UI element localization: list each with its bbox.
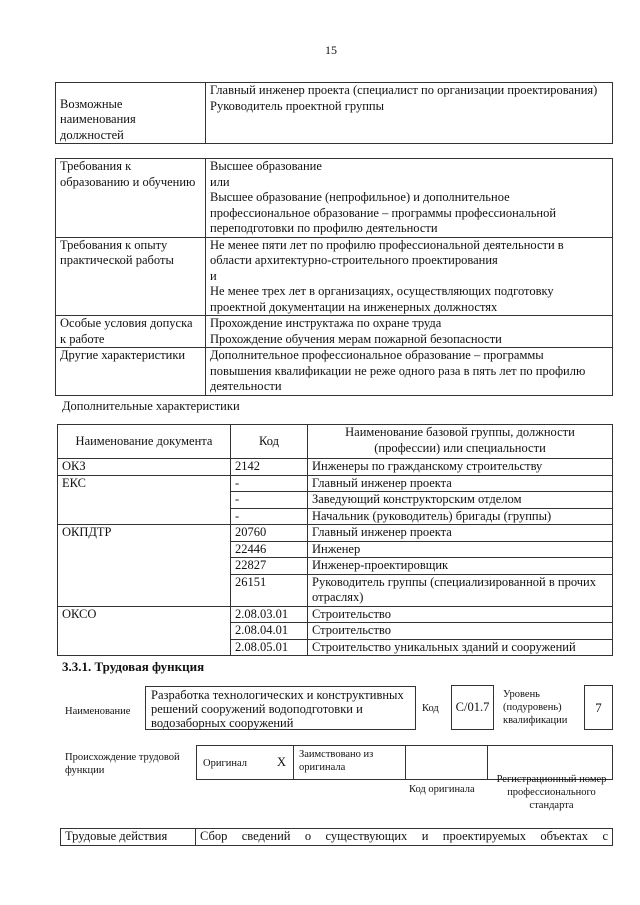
name-cell: Инженер-проектировщик	[308, 558, 613, 575]
position-value: Руководитель проектной группы	[210, 98, 384, 113]
original-code-cell	[405, 745, 488, 780]
requirement-row	[56, 316, 613, 348]
name-cell: Строительство	[308, 606, 613, 623]
requirement-line: Высшее образование (непрофильное) и дополнительное профессиональное образование – программы профессиональной переподготовки по профилю деятельности	[210, 190, 557, 235]
level-label: Уровень (подуровень) квалификации	[503, 689, 568, 726]
header-document: Наименование документа	[58, 425, 231, 459]
code-cell: 2.08.05.01	[231, 639, 308, 656]
code-cell: 2.08.04.01	[231, 623, 308, 640]
borrowed-cell: Заимствовано из оригинала	[293, 745, 406, 780]
requirement-line: Не менее пяти лет по профилю профессиональной деятельности в области архитектурно-строительного проектирования	[210, 237, 564, 267]
name-cell: Заведующий конструкторским отделом	[308, 492, 613, 509]
document-cell: ОКЗ	[58, 459, 231, 476]
header-name: Наименование базовой группы, должности (профессии) или специальности	[308, 425, 613, 459]
requirement-label: Особые условия допуска к работе	[56, 316, 206, 348]
positions-label: Возможные наименования должностей	[56, 83, 206, 144]
position-value: Главный инженер проекта (специалист по организации проектирования)	[210, 83, 598, 97]
positions-table	[55, 82, 613, 144]
original-cell[interactable]	[196, 745, 294, 780]
original-code-label: Код оригинала	[409, 784, 475, 795]
name-cell: Начальник (руководитель) бригады (группы)	[308, 508, 613, 525]
requirement-row	[56, 159, 613, 238]
name-cell: Инженер	[308, 541, 613, 558]
table-row	[58, 606, 613, 623]
function-code-box: C/01.7	[451, 685, 494, 730]
function-name-box: Разработка технологических и конструктивных решений сооружений водоподготовки и водозаборных сооружений	[145, 686, 416, 730]
requirement-row	[56, 348, 613, 396]
code-cell: 26151	[231, 574, 308, 606]
code-cell: 20760	[231, 525, 308, 542]
actions-value: Сбор сведений о существующих и проектируемых объектах с	[196, 829, 613, 846]
name-cell: Руководитель группы (специализированной в прочих отраслях)	[308, 574, 613, 606]
code-cell: -	[231, 508, 308, 525]
name-cell: Главный инженер проекта	[308, 475, 613, 492]
code-label: Код	[422, 703, 439, 714]
origin-label: Происхождение трудовой функции	[65, 752, 180, 776]
actions-label: Трудовые действия	[61, 829, 196, 846]
table-row	[58, 525, 613, 542]
additional-table	[57, 424, 613, 656]
original-mark: X	[277, 755, 287, 769]
document-cell: ОКПДТР	[58, 525, 231, 607]
name-cell: Строительство	[308, 623, 613, 640]
document-cell: ОКСО	[58, 606, 231, 656]
table-row	[58, 475, 613, 492]
name-cell: Главный инженер проекта	[308, 525, 613, 542]
additional-title: Дополнительные характеристики	[62, 399, 240, 413]
code-cell: -	[231, 492, 308, 509]
reg-number-label: Регистрационный номер профессионального стандарта	[496, 774, 607, 811]
page-number: 15	[325, 43, 337, 57]
requirement-row	[56, 237, 613, 316]
requirement-line: и	[210, 268, 217, 283]
code-cell: 2142	[231, 459, 308, 476]
code-cell: 22827	[231, 558, 308, 575]
code-cell: 2.08.03.01	[231, 606, 308, 623]
level-box: 7	[584, 685, 613, 730]
requirement-line: Не менее трех лет в организациях, осуществляющих подготовку проектной документации на инженерных должностях	[210, 284, 554, 314]
requirement-label: Другие характеристики	[56, 348, 206, 396]
name-label: Наименование	[65, 706, 131, 717]
requirement-line: или	[210, 174, 230, 189]
requirement-line: Прохождение инструктажа по охране труда	[210, 316, 442, 330]
table-row	[58, 459, 613, 476]
function-heading: 3.3.1. Трудовая функция	[62, 659, 205, 674]
document-cell: ЕКС	[58, 475, 231, 525]
requirement-label: Требования к опыту практической работы	[56, 237, 206, 316]
code-cell: 22446	[231, 541, 308, 558]
header-code: Код	[231, 425, 308, 459]
requirement-line: Прохождение обучения мерам пожарной безопасности	[210, 331, 502, 346]
actions-table	[60, 828, 613, 846]
original-label: Оригинал	[203, 758, 247, 769]
requirements-table	[55, 158, 613, 396]
requirement-line: Высшее образование	[210, 159, 322, 173]
requirement-line: Дополнительное профессиональное образование – программы повышения квалификации не реже одного раза в пять лет по профилю деятельности	[210, 348, 586, 393]
name-cell: Инженеры по гражданскому строительству	[308, 459, 613, 476]
requirement-label: Требования к образованию и обучению	[56, 159, 206, 238]
code-cell: -	[231, 475, 308, 492]
name-cell: Строительство уникальных зданий и сооружений	[308, 639, 613, 656]
